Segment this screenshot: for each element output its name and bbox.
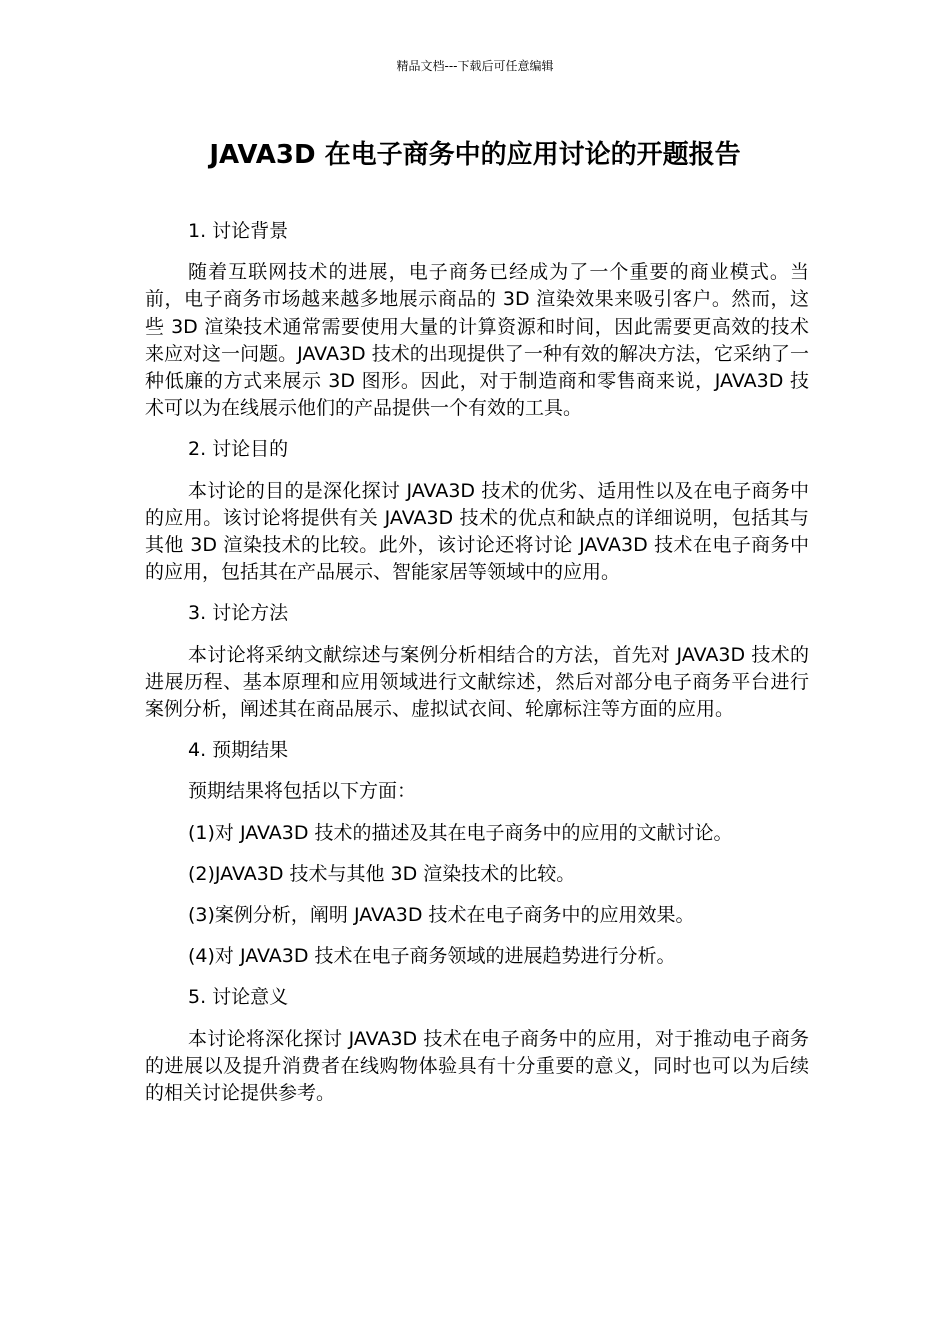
section-heading-background: 1. 讨论背景: [188, 220, 289, 242]
section-paragraph-background: 随着互联网技术的进展，电子商务已经成为了一个重要的商业模式。当前，电子商务市场越来越多地展示商品的 3D 渲染效果来吸引客户。然而，这些 3D 渲染技术通常需要使用大量的计算资源和时间，因此需要更高效的技术来应对这一问题。JAVA3D 技术的出现提供了一种有效的解决方法，它采纳了一种低廉的方式来展示 3D 图形。因此，对于制造商和零售商来说，JAVA3D 技术可以为在线展示他们的产品提供一个有效的工具。: [145, 261, 809, 420]
header-note: 精品文档---下载后可任意编辑: [396, 59, 554, 73]
list-item: (1)对 JAVA3D 技术的描述及其在电子商务中的应用的文献讨论。: [188, 821, 733, 844]
list-item: (2)JAVA3D 技术与其他 3D 渲染技术的比较。: [188, 862, 576, 885]
expected-results-intro: 预期结果将包括以下方面：: [188, 780, 417, 803]
section-heading-purpose: 2. 讨论目的: [188, 438, 289, 461]
section-paragraph-method: 本讨论将采纳文献综述与案例分析相结合的方法，首先对 JAVA3D 技术的进展历程、基本原理和应用领域进行文献综述，然后对部分电子商务平台进行案例分析，阐述其在商品展示、虚拟试衣间、轮廓标注等方面的应用。: [145, 643, 809, 721]
document-body: [145, 218, 809, 1121]
section-heading-expected-results: 4. 预期结果: [188, 739, 289, 762]
list-item: (3)案例分析，阐明 JAVA3D 技术在电子商务中的应用效果。: [188, 904, 695, 927]
section-heading-method: 3. 讨论方法: [188, 602, 289, 625]
document-title: JAVA3D 在电子商务中的应用讨论的开题报告: [209, 140, 741, 170]
list-item: (4)对 JAVA3D 技术在电子商务领域的进展趋势进行分析。: [188, 945, 676, 968]
section-paragraph-purpose: 本讨论的目的是深化探讨 JAVA3D 技术的优劣、适用性以及在电子商务中的应用。该讨论将提供有关 JAVA3D 技术的优点和缺点的详细说明，包括其与其他 3D 渲染技术的比较。此外，该讨论还将讨论 JAVA3D 技术在电子商务中的应用，包括其在产品展示、智能家居等领域中的应用。: [145, 479, 809, 584]
section-heading-significance: 5. 讨论意义: [188, 986, 289, 1009]
section-paragraph-significance: 本讨论将深化探讨 JAVA3D 技术在电子商务中的应用，对于推动电子商务的进展以及提升消费者在线购物体验具有十分重要的意义，同时也可以为后续的相关讨论提供参考。: [145, 1027, 809, 1105]
